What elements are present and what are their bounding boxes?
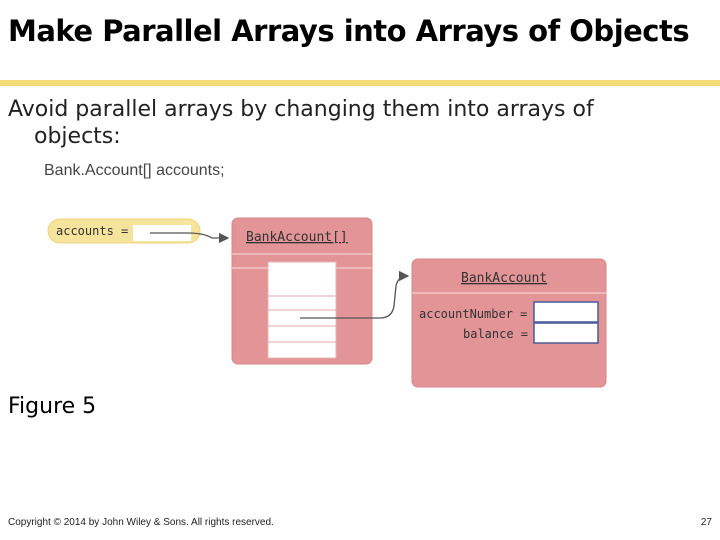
copyright-footer: Copyright © 2014 by John Wiley & Sons. All rights reserved.	[8, 517, 274, 528]
bankaccount-object	[412, 259, 606, 387]
array-type-label: BankAccount[]	[246, 230, 348, 245]
accounts-variable-label: accounts =	[56, 224, 129, 238]
account-number-field-label: accountNumber =	[419, 307, 528, 321]
code-declaration: Bank.Account[] accounts;	[44, 162, 225, 179]
balance-field	[534, 323, 598, 343]
account-number-field	[534, 302, 598, 322]
slide-title: Make Parallel Arrays into Arrays of Objects	[8, 14, 690, 48]
page-number: 27	[700, 517, 712, 528]
object-type-label: BankAccount	[461, 271, 548, 286]
accounts-variable	[48, 219, 200, 243]
figure-caption: Figure 5	[8, 394, 97, 419]
bankaccount-array-object	[232, 218, 372, 364]
slide-body-text: Avoid parallel arrays by changing them into arrays of objects:	[8, 97, 594, 149]
balance-field-label: balance =	[463, 327, 529, 341]
